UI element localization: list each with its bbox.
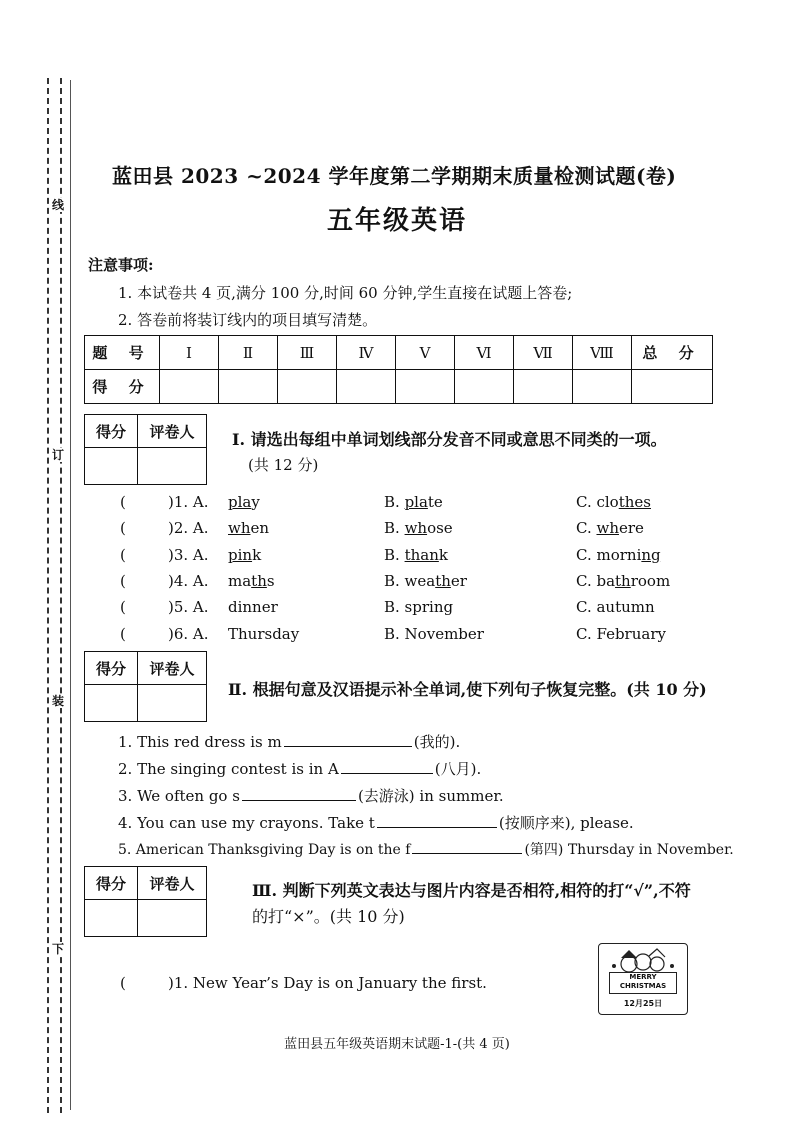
fill-question-end: in summer. bbox=[414, 787, 504, 805]
grader-name-label: 评卷人 bbox=[138, 415, 207, 448]
answer-paren[interactable]: ( bbox=[120, 519, 126, 537]
answer-blank[interactable] bbox=[284, 732, 412, 747]
section-1-points: (共 12 分) bbox=[248, 456, 319, 474]
notice-item-2: 2. 答卷前将装订线内的项目填写清楚。 bbox=[118, 311, 378, 329]
option-text: room bbox=[630, 572, 671, 590]
fill-question-text: 3. We often go s bbox=[118, 787, 240, 805]
score-col: Ⅲ bbox=[278, 336, 337, 370]
underlined-part: th bbox=[435, 572, 451, 590]
grader-score-label: 得分 bbox=[85, 652, 138, 685]
option-text: er bbox=[450, 572, 467, 590]
option-text: C. autumn bbox=[576, 598, 655, 616]
fill-question-text: 5. American Thanksgiving Day is on the f bbox=[118, 842, 411, 858]
fill-question-2 bbox=[118, 758, 481, 779]
option-text: C. morni bbox=[576, 546, 642, 564]
christmas-picture bbox=[598, 943, 688, 1015]
section-3-title: Ⅲ. 判断下列英文表达与图片内容是否相符,相符的打“√”,不符 bbox=[252, 881, 691, 900]
underlined-part: pla bbox=[404, 493, 428, 511]
option-a bbox=[228, 572, 275, 590]
hint-text: (第四) bbox=[524, 842, 564, 858]
option-a bbox=[228, 625, 299, 643]
grader-score-cell[interactable] bbox=[85, 900, 138, 937]
answer-paren[interactable]: ( bbox=[120, 625, 126, 643]
section-1-title: Ⅰ. 请选出每组中单词划线部分发音不同或意思不同类的一项。 bbox=[232, 430, 667, 449]
option-b bbox=[384, 598, 453, 616]
underlined-part: wh bbox=[228, 519, 251, 537]
underlined-part: wh bbox=[404, 519, 428, 537]
score-table bbox=[84, 335, 713, 404]
fill-question-text: 4. You can use my crayons. Take t bbox=[118, 814, 375, 832]
option-c bbox=[576, 519, 644, 537]
option-text: y bbox=[251, 493, 260, 511]
judge-question-1: )1. New Year’s Day is on January the first. bbox=[168, 974, 487, 992]
option-text: Thursday bbox=[228, 625, 300, 643]
option-text: k bbox=[438, 546, 448, 564]
option-b bbox=[384, 519, 453, 537]
underlined-part: th bbox=[251, 572, 267, 590]
underlined-part: ng bbox=[641, 546, 661, 564]
score-col: Ⅵ bbox=[455, 336, 514, 370]
score-cell[interactable] bbox=[396, 370, 455, 404]
underlined-part: pla bbox=[228, 493, 252, 511]
grader-score-label: 得分 bbox=[85, 867, 138, 900]
score-cell[interactable] bbox=[573, 370, 632, 404]
fill-question-text: 2. The singing contest is in A bbox=[118, 760, 339, 778]
grader-box-3 bbox=[84, 866, 207, 937]
grader-name-cell[interactable] bbox=[138, 448, 207, 485]
option-b bbox=[384, 493, 443, 511]
option-b bbox=[384, 625, 484, 643]
option-b bbox=[384, 546, 448, 564]
answer-blank[interactable] bbox=[412, 839, 522, 854]
margin-mark-xia: 下 bbox=[52, 942, 65, 956]
margin-mark-ding: 订 bbox=[52, 448, 65, 462]
score-total-label: 总 分 bbox=[632, 336, 713, 370]
option-c bbox=[576, 598, 655, 616]
score-cell[interactable] bbox=[514, 370, 573, 404]
score-col: Ⅱ bbox=[219, 336, 278, 370]
fill-question-end: Thursday in November. bbox=[563, 842, 734, 858]
option-text: ere bbox=[618, 519, 644, 537]
score-cell[interactable] bbox=[160, 370, 219, 404]
option-text: B. November bbox=[384, 625, 484, 643]
score-row-label: 得 分 bbox=[85, 370, 160, 404]
section-2-title: Ⅱ. 根据句意及汉语提示补全单词,使下列句子恢复完整。(共 10 分) bbox=[228, 680, 707, 699]
option-text: ma bbox=[228, 572, 252, 590]
hint-text: (我的) bbox=[413, 733, 456, 751]
fill-question-5 bbox=[118, 839, 734, 859]
grader-score-cell[interactable] bbox=[85, 448, 138, 485]
answer-paren[interactable]: ( bbox=[120, 598, 126, 616]
question-number: )3. A. bbox=[168, 546, 209, 564]
question-number: )2. A. bbox=[168, 519, 209, 537]
option-text: B. wea bbox=[384, 572, 436, 590]
margin-mark-xian: 线 bbox=[52, 198, 65, 212]
option-text: C. ba bbox=[576, 572, 616, 590]
notice-item-1: 1. 本试卷共 4 页,满分 100 分,时间 60 分钟,学生直接在试题上答卷; bbox=[118, 284, 573, 302]
underlined-part: than bbox=[404, 546, 439, 564]
answer-blank[interactable] bbox=[377, 813, 497, 828]
option-text: B. spring bbox=[384, 598, 454, 616]
score-cell[interactable] bbox=[455, 370, 514, 404]
score-col: Ⅴ bbox=[396, 336, 455, 370]
underlined-part: thes bbox=[618, 493, 651, 511]
section-3-title-line-2: 的打“×”。(共 10 分) bbox=[252, 907, 405, 926]
option-text: B. bbox=[384, 493, 405, 511]
score-table-score-row bbox=[85, 370, 713, 404]
option-text: en bbox=[250, 519, 270, 537]
question-number: )6. A. bbox=[168, 625, 209, 643]
underlined-part: wh bbox=[596, 519, 619, 537]
fill-question-1 bbox=[118, 731, 460, 752]
question-number: )4. A. bbox=[168, 572, 209, 590]
fill-question-3 bbox=[118, 785, 504, 806]
question-number: )5. A. bbox=[168, 598, 209, 616]
option-a bbox=[228, 546, 261, 564]
score-table-header-row bbox=[85, 336, 713, 370]
option-c bbox=[576, 546, 661, 564]
question-number: )1. A. bbox=[168, 493, 209, 511]
option-c bbox=[576, 493, 651, 511]
grader-box-2 bbox=[84, 651, 207, 722]
score-col: Ⅳ bbox=[337, 336, 396, 370]
margin-mark-zhuang: 装 bbox=[52, 694, 65, 708]
fill-question-text: 1. This red dress is m bbox=[118, 733, 282, 751]
option-text: s bbox=[266, 572, 275, 590]
score-cell[interactable] bbox=[337, 370, 396, 404]
option-a bbox=[228, 493, 260, 511]
fill-question-end: . bbox=[476, 760, 482, 778]
option-c bbox=[576, 572, 670, 590]
hint-text: (八月) bbox=[434, 760, 477, 778]
score-table-label: 题 号 bbox=[85, 336, 160, 370]
christmas-date: 12月25日 bbox=[623, 999, 663, 1008]
option-text: ose bbox=[427, 519, 453, 537]
notice-heading: 注意事项: bbox=[88, 256, 154, 274]
score-col: Ⅷ bbox=[573, 336, 632, 370]
score-cell[interactable] bbox=[219, 370, 278, 404]
option-a bbox=[228, 519, 269, 537]
page-footer: 蓝田县五年级英语期末试题-1-(共 4 页) bbox=[284, 1037, 510, 1052]
score-col: Ⅶ bbox=[514, 336, 573, 370]
option-text: k bbox=[252, 546, 262, 564]
option-text: te bbox=[427, 493, 443, 511]
grader-name-cell[interactable] bbox=[138, 685, 207, 722]
christmas-banner: MERRY CHRISTMAS bbox=[609, 972, 677, 994]
grader-score-label: 得分 bbox=[85, 415, 138, 448]
score-cell[interactable] bbox=[632, 370, 713, 404]
grader-score-cell[interactable] bbox=[85, 685, 138, 722]
option-c bbox=[576, 625, 666, 643]
grader-name-label: 评卷人 bbox=[138, 867, 207, 900]
score-col: Ⅰ bbox=[160, 336, 219, 370]
underlined-part: th bbox=[615, 572, 631, 590]
answer-blank[interactable] bbox=[341, 759, 433, 774]
hint-text: (按顺序来) bbox=[498, 814, 571, 832]
option-text: dinner bbox=[228, 598, 278, 616]
fill-question-end: . bbox=[455, 733, 461, 751]
option-b bbox=[384, 572, 467, 590]
answer-blank[interactable] bbox=[242, 786, 356, 801]
option-text: C. clo bbox=[576, 493, 619, 511]
grader-name-cell[interactable] bbox=[138, 900, 207, 937]
grader-box-1 bbox=[84, 414, 207, 485]
score-cell[interactable] bbox=[278, 370, 337, 404]
option-text: B. bbox=[384, 519, 405, 537]
hint-text: (去游泳) bbox=[357, 787, 415, 805]
fill-question-4 bbox=[118, 812, 634, 833]
fill-question-end: , please. bbox=[570, 814, 634, 832]
answer-paren[interactable]: ( bbox=[120, 493, 126, 511]
answer-paren[interactable]: ( bbox=[120, 572, 126, 590]
grader-name-label: 评卷人 bbox=[138, 652, 207, 685]
option-text: C. February bbox=[576, 625, 666, 643]
option-text: B. bbox=[384, 546, 405, 564]
exam-title: 蓝田县 2023 ~2024 学年度第二学期期末质量检测试题(卷) bbox=[112, 164, 677, 188]
answer-paren[interactable]: ( bbox=[120, 546, 126, 564]
answer-paren[interactable]: ( bbox=[120, 974, 126, 992]
exam-subtitle: 五年级英语 bbox=[326, 206, 467, 236]
option-text: C. bbox=[576, 519, 597, 537]
underlined-part: pin bbox=[228, 546, 253, 564]
option-a bbox=[228, 598, 278, 616]
